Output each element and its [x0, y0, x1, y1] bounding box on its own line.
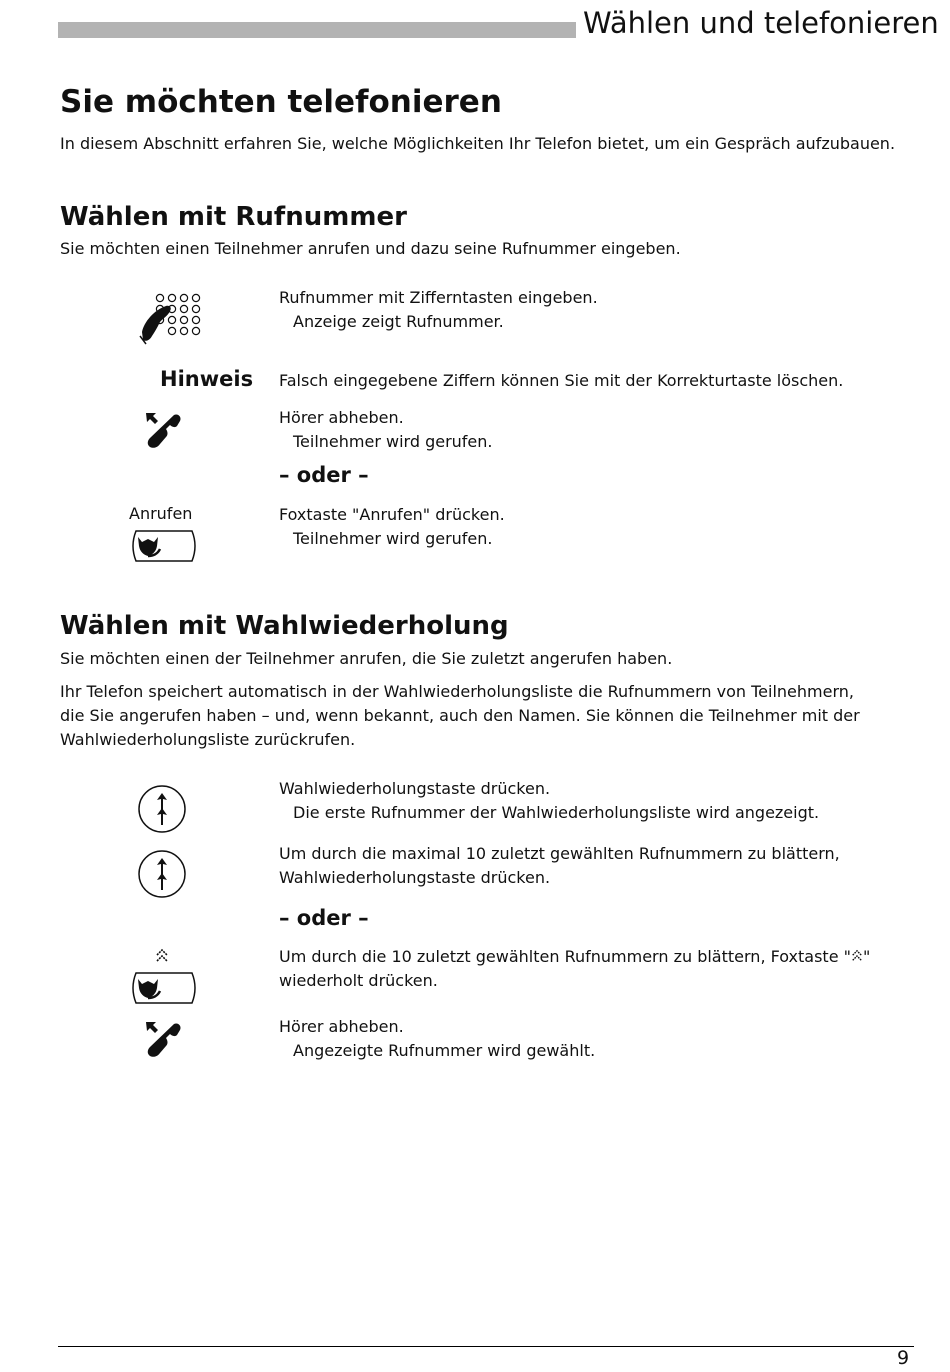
note-label: Hinweis: [160, 367, 254, 391]
s2-step2-text: [279, 842, 919, 890]
footer-rule: [58, 1346, 914, 1347]
s2-step4-text: [279, 1015, 919, 1063]
redial-key-icon[interactable]: [137, 784, 187, 834]
s1-step2-line2: Teilnehmer wird gerufen.: [293, 432, 493, 451]
s1-step2-text: [279, 406, 919, 454]
section1-heading: Wählen mit Rufnummer: [60, 202, 407, 232]
s2-step3-text: [279, 945, 919, 993]
s1-step1-text: [279, 286, 919, 334]
redial-key-icon[interactable]: [137, 849, 187, 899]
s1-step3-text: [279, 503, 919, 551]
s1-oder: – oder –: [279, 463, 369, 487]
double-chevron-up-icon: [155, 948, 169, 964]
s2-step4-line2: Angezeigte Rufnummer wird gewählt.: [293, 1041, 596, 1060]
handset-lift-icon: [144, 1020, 184, 1060]
section2-para-line1: Ihr Telefon speichert automatisch in der Wahlwiederholungsliste die Rufnummern von Teilnehmern,: [60, 682, 854, 701]
s2-step1-line1: Wahlwiederholungstaste drücken.: [279, 779, 551, 798]
section2-heading: Wählen mit Wahlwiederholung: [60, 611, 509, 641]
intro-text: In diesem Abschnitt erfahren Sie, welche Möglichkeiten Ihr Telefon bietet, um ein Gespräch aufzubauen.: [60, 134, 896, 153]
section2-para-line2: die Sie angerufen haben – und, wenn bekannt, auch den Namen. Sie können die Teilnehmer mit der: [60, 706, 860, 725]
foxkey-icon[interactable]: [128, 529, 200, 563]
keypad-icon: [138, 292, 202, 346]
s2-step2-line1: Um durch die maximal 10 zuletzt gewählten Rufnummern zu blättern,: [279, 844, 840, 863]
double-chevron-up-icon: [851, 949, 863, 963]
page-title: Sie möchten telefonieren: [60, 84, 502, 120]
s2-oder: – oder –: [279, 906, 369, 930]
note-text: Falsch eingegebene Ziffern können Sie mit der Korrekturtaste löschen.: [279, 371, 844, 390]
section2-subtitle: Sie möchten einen der Teilnehmer anrufen, die Sie zuletzt angerufen haben.: [60, 649, 673, 668]
s2-step3-line1b: ": [862, 947, 871, 966]
section1-subtitle: Sie möchten einen Teilnehmer anrufen und dazu seine Rufnummer eingeben.: [60, 239, 681, 258]
s1-step1-line1: Rufnummer mit Zifferntasten eingeben.: [279, 288, 598, 307]
s2-step1-text: [279, 777, 919, 825]
softkey-label-anrufen: Anrufen: [129, 504, 193, 523]
s1-step3-line2: Teilnehmer wird gerufen.: [293, 529, 493, 548]
s2-step1-line2: Die erste Rufnummer der Wahlwiederholungsliste wird angezeigt.: [293, 803, 820, 822]
s2-step2-line2: Wahlwiederholungstaste drücken.: [279, 868, 551, 887]
header-title: Wählen und telefonieren: [583, 6, 939, 40]
page-number: 9: [897, 1347, 910, 1369]
s2-step3-line2: wiederholt drücken.: [279, 971, 438, 990]
handset-lift-icon: [144, 411, 184, 451]
s1-step2-line1: Hörer abheben.: [279, 408, 404, 427]
s1-step1-line2: Anzeige zeigt Rufnummer.: [293, 312, 504, 331]
header-bar: [58, 22, 576, 38]
foxkey-icon[interactable]: [128, 971, 200, 1005]
s2-step3-line1a: Um durch die 10 zuletzt gewählten Rufnummern zu blättern, Foxtaste ": [279, 947, 851, 966]
s2-step4-line1: Hörer abheben.: [279, 1017, 404, 1036]
section2-para-line3: Wahlwiederholungsliste zurückrufen.: [60, 730, 356, 749]
s1-step3-line1: Foxtaste "Anrufen" drücken.: [279, 505, 505, 524]
